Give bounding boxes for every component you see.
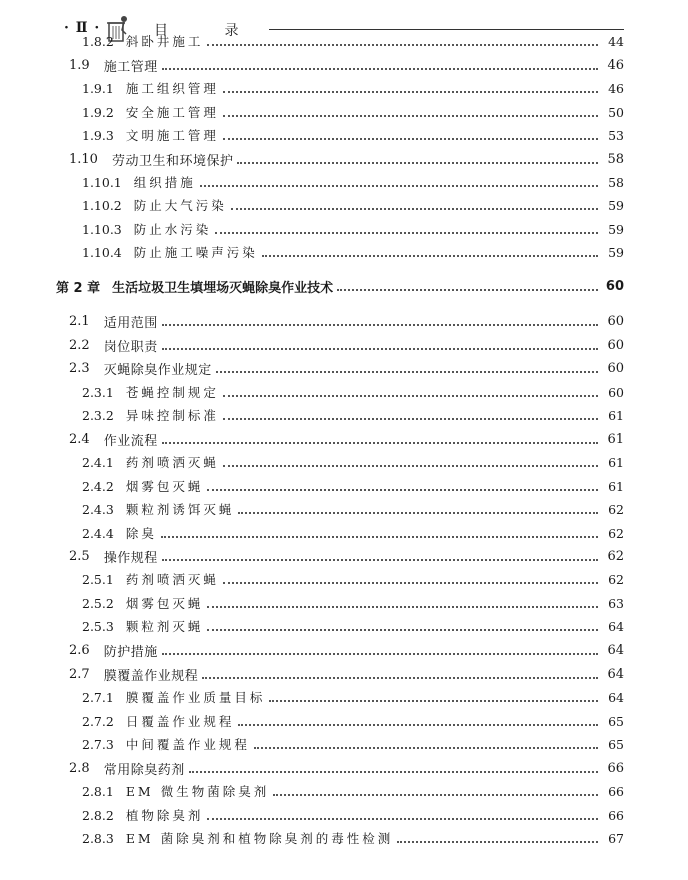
dot-leader [223,465,598,467]
dot-leader [223,91,598,93]
toc-entry-title: 防止大气污染 [133,198,227,213]
toc-entry [82,451,624,473]
toc-entry-page: 61 [608,478,624,494]
toc-entry-page: 66 [607,760,624,776]
toc-entry-title: 颗粒剂灭蝇 [125,619,204,634]
toc-entry [69,639,624,661]
dot-leader [207,489,598,491]
dot-leader [189,771,598,773]
toc-entry-page: 67 [608,830,624,846]
dot-leader [223,115,598,117]
toc-entry [82,686,624,708]
toc-entry [82,404,624,426]
toc-entry-page: 50 [608,104,624,120]
toc-chapter [56,275,624,297]
toc-entry-page: 58 [607,151,624,167]
toc-entry [82,780,624,802]
toc-entry-page: 59 [608,244,624,260]
toc-entry-number: 2.2 [69,337,90,353]
toc-entry-page: 66 [608,807,624,823]
toc-entry-page: 59 [608,197,624,213]
toc-entry-title: 防止水污染 [133,222,212,237]
toc-entry [82,194,624,216]
toc-entry-number: 2.7.1 [82,689,114,705]
toc-entry-number: 2.7 [69,666,90,682]
toc-entry-number: 1.10.1 [82,174,122,190]
toc-entry-number: 2.4.4 [82,525,114,541]
dot-leader [207,44,598,46]
toc-entry-title: 膜覆盖作业质量目标 [125,690,266,705]
dot-leader [237,162,598,164]
dot-leader [231,208,598,210]
toc-entry [82,804,624,826]
toc-entry-title: 植物除臭剂 [125,808,204,823]
toc-entry-page: 46 [607,57,624,73]
dot-leader [207,629,598,631]
dot-leader [162,324,598,326]
toc-entry-title: 异味控制标准 [125,408,219,423]
toc-entry-number: 1.9.3 [82,127,114,143]
dot-leader [162,442,598,444]
toc-entry-title: 操作规程 [103,550,158,566]
toc-entry-number: 2.5.3 [82,618,114,634]
toc-entry-title: 组织措施 [133,175,196,190]
toc-entry-title: 文明施工管理 [125,128,219,143]
toc-entry-page: 61 [608,454,624,470]
toc-entry-title: 中间覆盖作业规程 [125,737,250,752]
toc-entry-page: 62 [608,501,624,517]
toc-entry [69,428,624,450]
toc-entry-number: 2.8 [69,760,90,776]
toc-entry-title: 苍蝇控制规定 [125,385,219,400]
toc-entry-page: 65 [608,713,624,729]
toc-entry-number: 1.10 [69,151,98,167]
toc-entry-number: 2.4 [69,431,90,447]
header-title: 目 录 [154,23,265,39]
dot-leader [216,371,598,373]
toc-entry [69,357,624,379]
dot-leader [162,559,598,561]
dot-leader [262,255,598,257]
toc-entry-page: 61 [607,431,624,447]
page-number-roman: · Ⅱ · [64,20,101,36]
toc-entry-number: 2.3 [69,360,90,376]
toc-entry [82,241,624,263]
toc-entry [82,124,624,146]
toc-entry-page: 44 [608,33,624,49]
toc-entry-title: EM 微生物菌除臭剂 [125,784,270,799]
toc-entry-page: 66 [608,783,624,799]
toc-entry-number: 2.4.2 [82,478,114,494]
toc-entry [82,218,624,240]
toc-entry-number: 2.8.3 [82,830,114,846]
toc-entry-page: 60 [607,337,624,353]
toc-entry [82,568,624,590]
toc-entry [69,310,624,332]
toc-entry-title: 防护措施 [103,644,158,660]
toc-entry-number: 1.8.2 [82,33,114,49]
toc-entry-title: 常用除臭药剂 [103,762,185,778]
dot-leader [223,138,598,140]
toc-entry-title: 生活垃圾卫生填埋场灭蝇除臭作业技术 [112,280,334,296]
toc-entry-page: 62 [608,525,624,541]
dot-leader [161,536,598,538]
toc-entry-page: 64 [607,642,624,658]
toc-entry-page: 60 [607,313,624,329]
toc-entry-title: EM 菌除臭剂和植物除臭剂的毒性检测 [125,831,394,846]
toc-entry-title: 劳动卫生和环境保护 [111,153,234,169]
dot-leader [238,512,598,514]
toc-entry-title: 作业流程 [103,433,158,449]
toc-entry [69,334,624,356]
toc-entry-title: 灭蝇除臭作业规定 [103,362,212,378]
toc-entry-number: 2.3.2 [82,407,114,423]
toc-entry-title: 施工组织管理 [125,81,219,96]
toc-entry-page: 64 [608,618,624,634]
toc-entry-number: 2.1 [69,313,90,329]
dot-leader [162,68,598,70]
toc-entry-number: 2.4.3 [82,501,114,517]
toc-entry-number: 1.9.2 [82,104,114,120]
toc-entry-page: 58 [608,174,624,190]
toc-entry [82,733,624,755]
toc-entry-page: 60 [605,278,624,294]
toc-entry-number: 第 2 章 [56,280,101,296]
dot-leader [162,653,598,655]
dot-leader [223,395,598,397]
toc-entry-number: 2.8.2 [82,807,114,823]
toc-entry-title: 颗粒剂诱饵灭蝇 [125,502,235,517]
toc-entry-page: 62 [607,548,624,564]
toc-entry-number: 1.10.4 [82,244,122,260]
toc-entry [82,381,624,403]
toc-entry-page: 59 [608,221,624,237]
toc-entry-page: 64 [607,666,624,682]
toc-entry [82,710,624,732]
dot-leader [223,418,598,420]
toc-entry-page: 53 [608,127,624,143]
dot-leader [397,841,598,843]
toc-entry [69,54,624,76]
toc-entry-number: 2.3.1 [82,384,114,400]
toc-entry-title: 药剂喷洒灭蝇 [125,572,219,587]
dot-leader [254,747,598,749]
toc-entry-number: 2.8.1 [82,783,114,799]
toc-entry-title: 日覆盖作业规程 [125,714,235,729]
toc-entry [82,475,624,497]
toc-entry-title: 防止施工噪声污染 [133,245,258,260]
toc-entry [69,757,624,779]
dot-leader [207,818,598,820]
toc-entry-page: 46 [608,80,624,96]
toc-entry-title: 除臭 [125,526,157,541]
toc-entry-title: 适用范围 [103,315,158,331]
toc-entry-page: 61 [608,407,624,423]
toc-entry-number: 2.5.2 [82,595,114,611]
toc-entry [82,101,624,123]
toc-entry-page: 60 [607,360,624,376]
toc-entry-number: 1.9.1 [82,80,114,96]
toc-entry-title: 烟雾包灭蝇 [125,596,204,611]
dot-leader [223,582,598,584]
toc-entry-title: 烟雾包灭蝇 [125,479,204,494]
toc-entry [82,171,624,193]
toc-entry-page: 62 [608,571,624,587]
toc-entry-page: 63 [608,595,624,611]
toc-entry-number: 2.4.1 [82,454,114,470]
dot-leader [202,677,598,679]
dot-leader [200,185,598,187]
dot-leader [238,724,598,726]
dot-leader [215,232,598,234]
toc-entry-number: 2.7.3 [82,736,114,752]
toc-entry-page: 65 [608,736,624,752]
toc-entry [82,615,624,637]
toc-entry [82,30,624,52]
toc-entry-number: 2.5 [69,548,90,564]
toc-entry [69,545,624,567]
toc-entry-title: 岗位职责 [103,339,158,355]
toc-entry-number: 1.10.3 [82,221,122,237]
dot-leader [207,606,598,608]
toc-entry-number: 1.10.2 [82,197,122,213]
dot-leader [269,700,598,702]
toc-entry-page: 60 [608,384,624,400]
toc-entry-number: 2.7.2 [82,713,114,729]
toc-entry [69,663,624,685]
toc-entry-number: 1.9 [69,57,90,73]
toc-entry [82,592,624,614]
toc-entry-title: 斜卧井施工 [125,34,204,49]
toc-entry-title: 药剂喷洒灭蝇 [125,455,219,470]
toc-entry-number: 2.5.1 [82,571,114,587]
dot-leader [273,794,598,796]
toc-entry-title: 安全施工管理 [125,105,219,120]
toc-entry [82,77,624,99]
toc-entry [82,522,624,544]
toc-entry-page: 64 [608,689,624,705]
toc-entry [82,498,624,520]
toc-entry-title: 膜覆盖作业规程 [103,668,199,684]
toc-entry-number: 2.6 [69,642,90,658]
toc-entry [69,148,624,170]
toc-entry [82,827,624,849]
dot-leader [162,348,598,350]
toc-entry-title: 施工管理 [103,59,158,75]
dot-leader [337,289,598,291]
